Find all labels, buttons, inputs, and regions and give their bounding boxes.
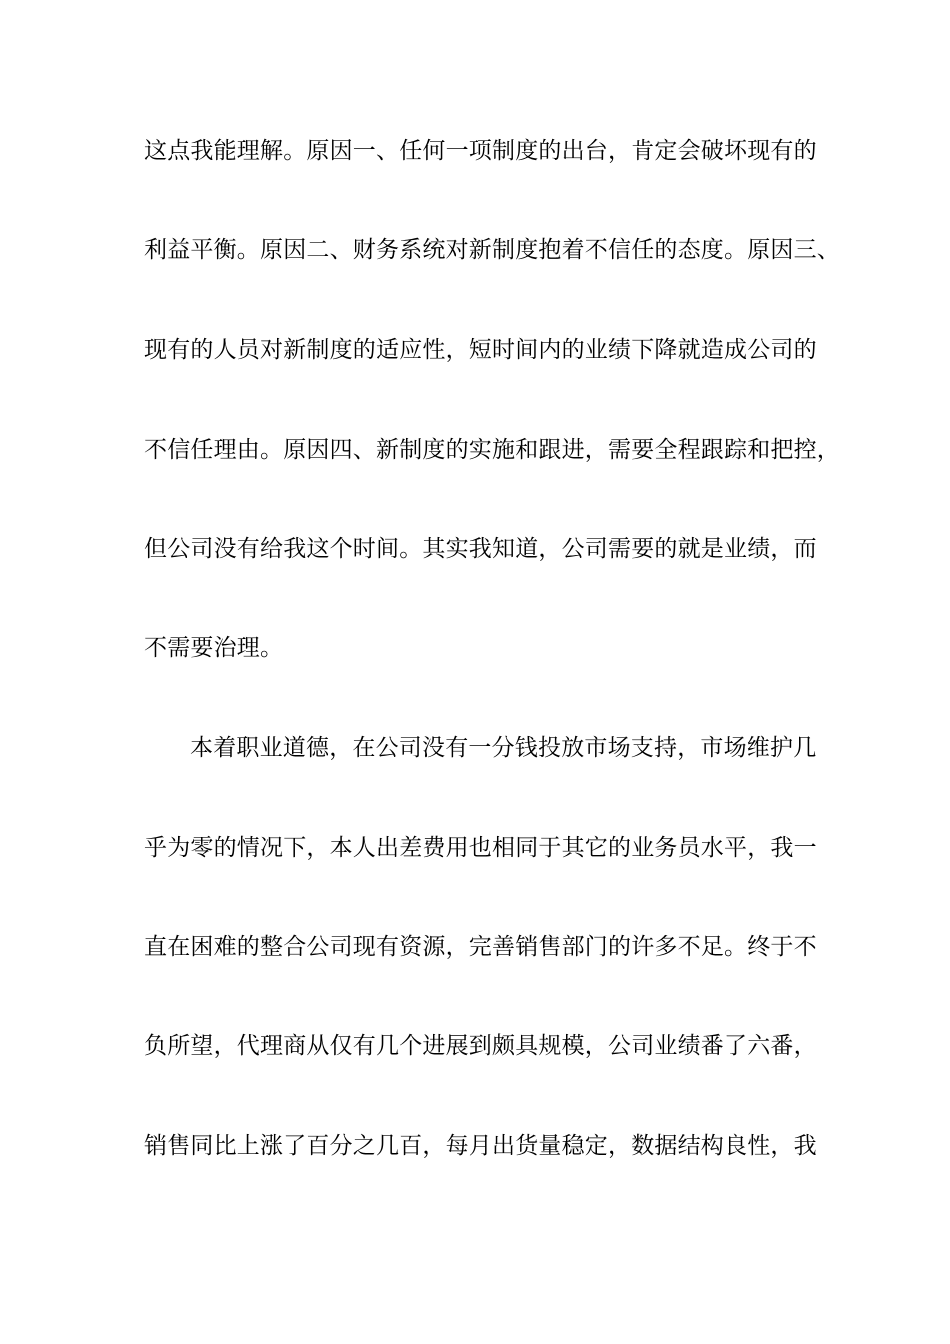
- paragraph-2-line-5: 销售同比上涨了百分之几百，每月出货量稳定，数据结构良性，我: [144, 1133, 817, 1159]
- paragraph-2-line-1: 本着职业道德，在公司没有一分钱投放市场支持，市场维护几: [190, 735, 817, 761]
- text-line-1: 这点我能理解。原因一、任何一项制度的出台，肯定会破坏现有的: [144, 138, 817, 164]
- paragraph-2-line-2: 乎为零的情况下，本人出差费用也相同于其它的业务员水平，我一: [144, 835, 817, 861]
- text-line-5: 但公司没有给我这个时间。其实我知道，公司需要的就是业绩，而: [144, 536, 817, 562]
- text-line-4: 不信任理由。原因四、新制度的实施和跟进，需要全程跟踪和把控，: [144, 437, 840, 463]
- paragraph-2-line-4: 负所望，代理商从仅有几个进展到颇具规模，公司业绩番了六番，: [144, 1033, 817, 1059]
- paragraph-2-line-3: 直在困难的整合公司现有资源，完善销售部门的许多不足。终于不: [144, 934, 817, 960]
- text-line-3: 现有的人员对新制度的适应性，短时间内的业绩下降就造成公司的: [144, 337, 817, 363]
- text-line-6: 不需要治理。: [144, 635, 284, 661]
- text-line-2: 利益平衡。原因二、财务系统对新制度抱着不信任的态度。原因三、: [144, 237, 840, 263]
